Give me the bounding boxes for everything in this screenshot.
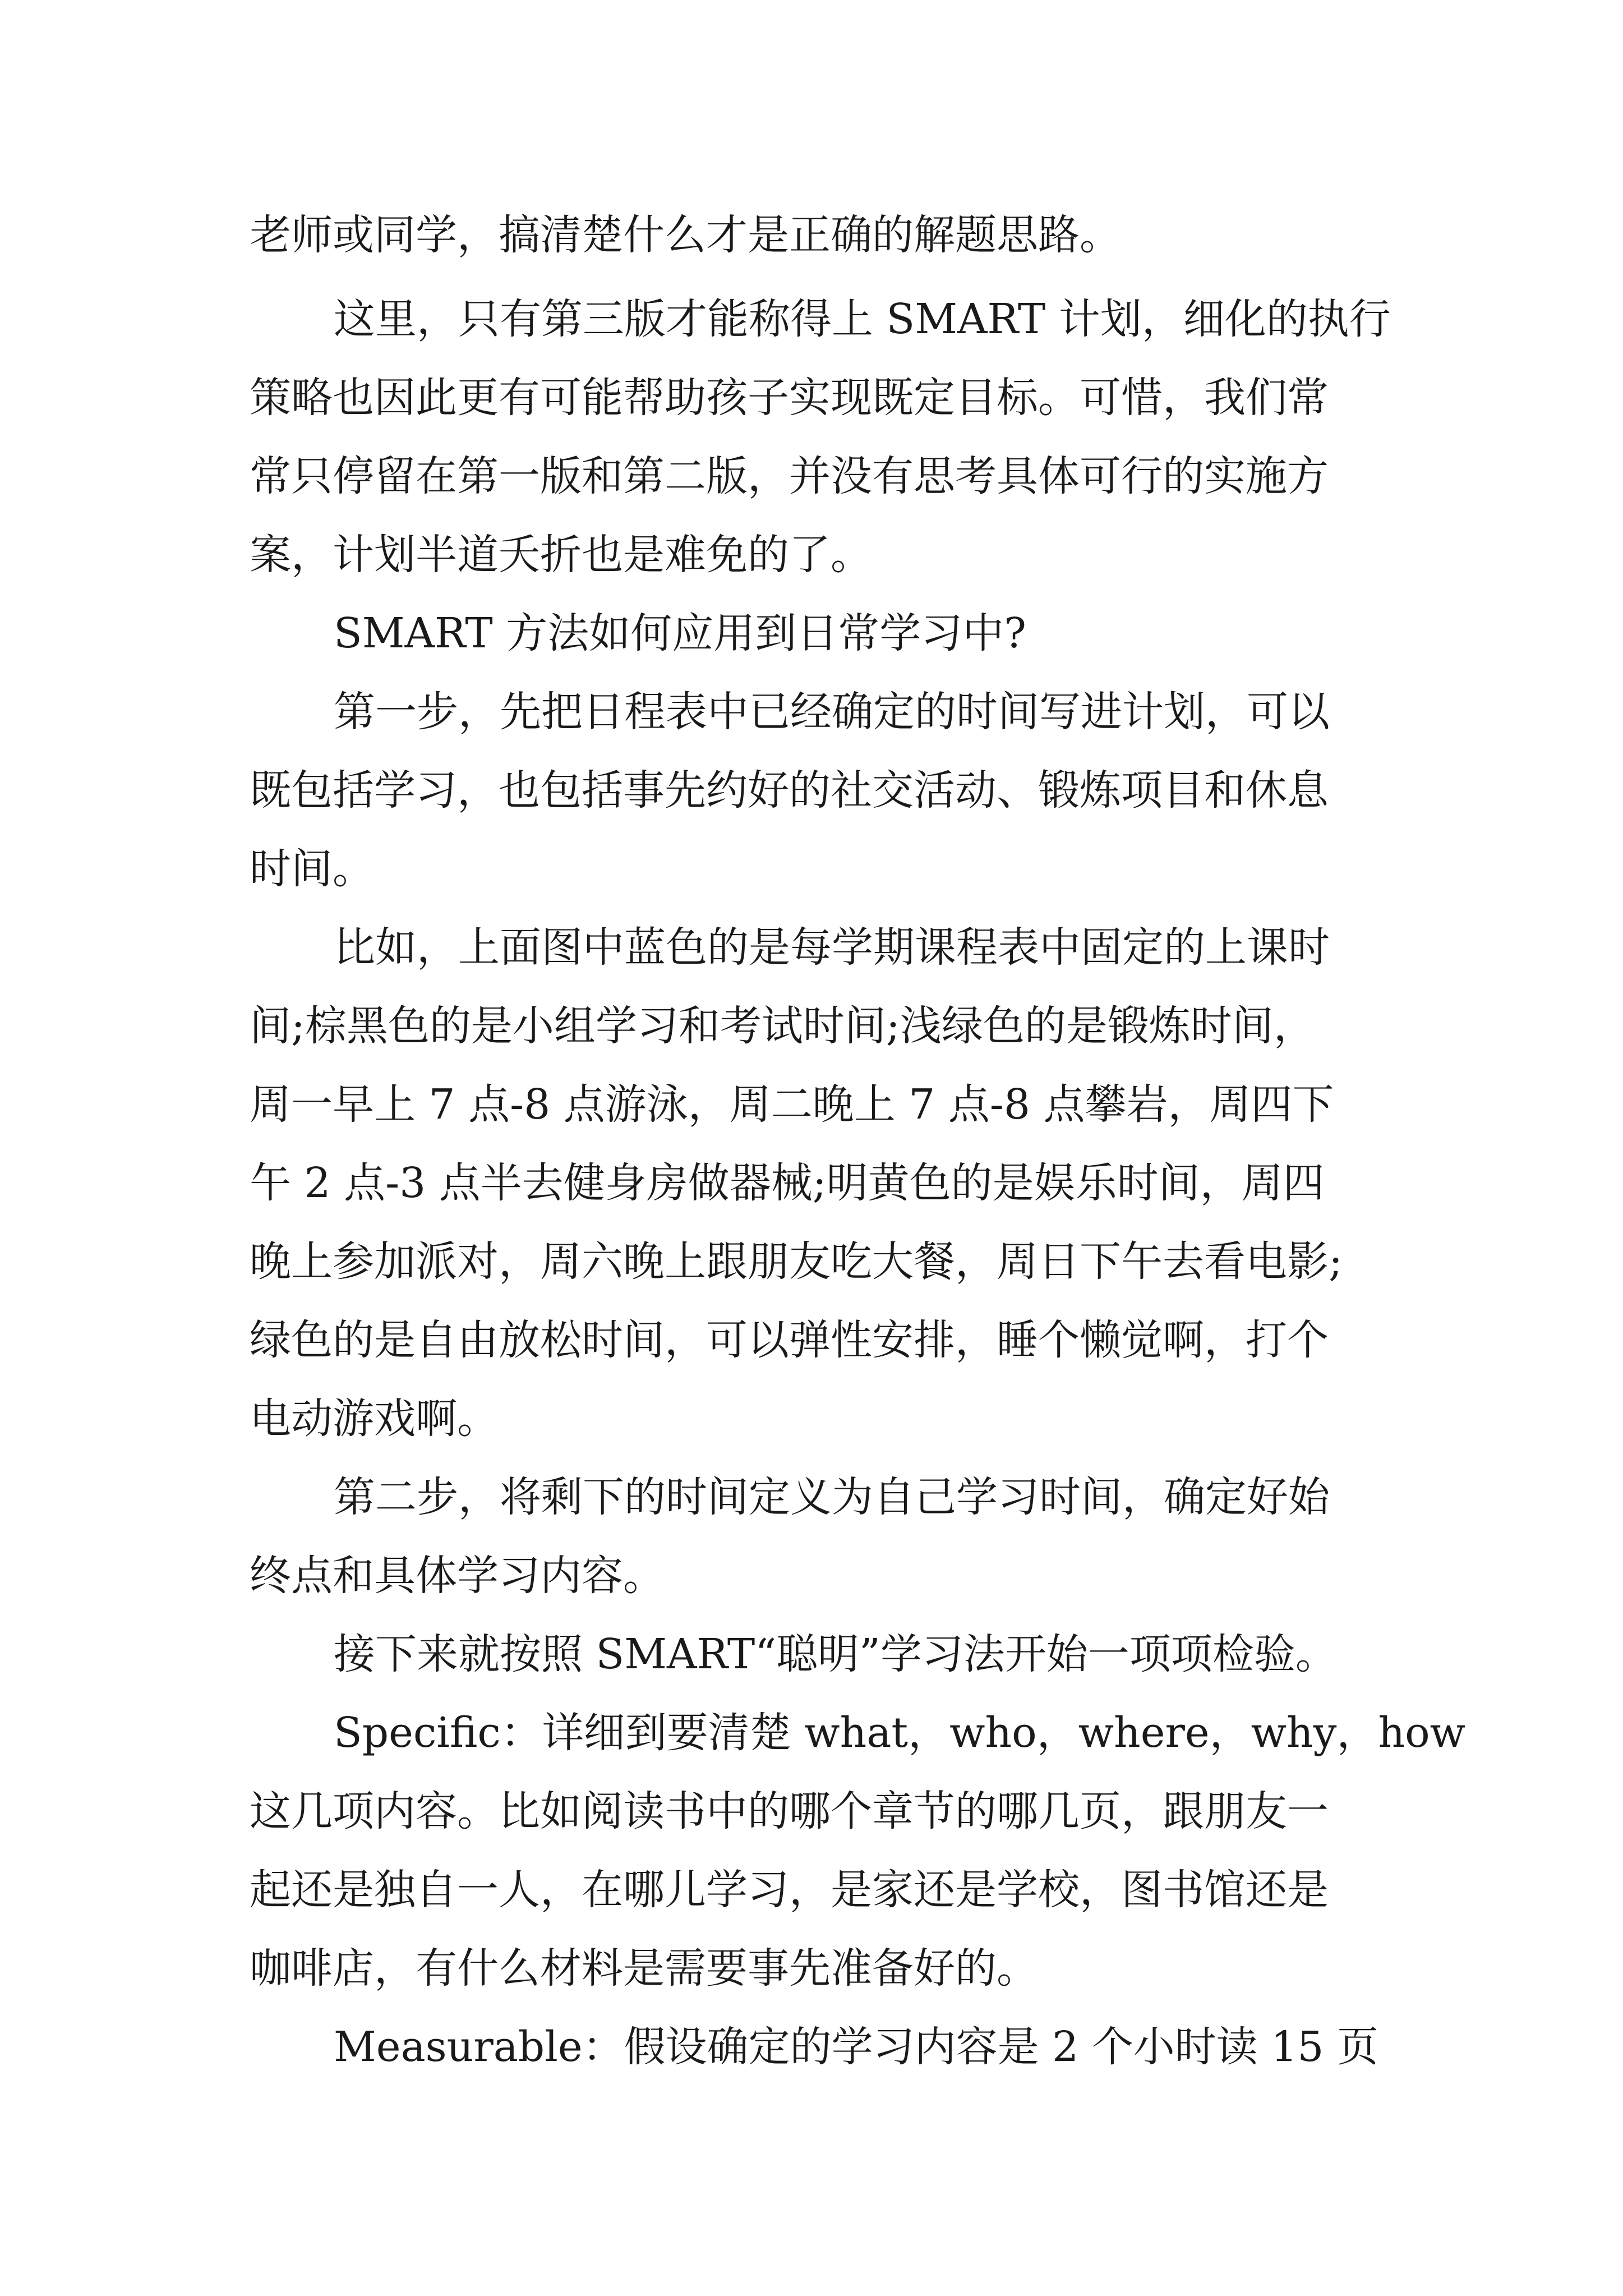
text-line: 第一步，先把日程表中已经确定的时间写进计划，可以 [334,688,1330,736]
text-line: 绿色的是自由放松时间，可以弹性安排，睡个懒觉啊，打个 [250,1316,1329,1364]
text-line: 策略也因此更有可能帮助孩子实现既定目标。可惜，我们常 [250,374,1329,422]
text-line: 起还是独自一人，在哪儿学习，是家还是学校，图书馆还是 [250,1866,1329,1914]
text-line: 案，计划半道夭折也是难免的了。 [250,531,872,579]
text-line: Measurable：假设确定的学习内容是 2 个小时读 15 页 [334,2023,1378,2071]
text-line: 接下来就按照 SMART“聪明”学习法开始一项项检验。 [334,1630,1337,1678]
text-line: 晚上参加派对，周六晚上跟朋友吃大餐，周日下午去看电影; [250,1237,1343,1286]
text-line: SMART 方法如何应用到日常学习中? [334,609,1026,657]
text-line: 间;棕黑色的是小组学习和考试时间;浅绿色的是锻炼时间， [250,1002,1315,1050]
text-line: 比如，上面图中蓝色的是每学期课程表中固定的上课时 [334,923,1330,972]
text-line: Specific：详细到要清楚 what，who，where，why，how [334,1709,1466,1757]
text-line: 终点和具体学习内容。 [250,1552,665,1600]
text-line: 周一早上 7 点-8 点游泳，周二晚上 7 点-8 点攀岩，周四下 [250,1080,1334,1129]
text-line: 第二步，将剩下的时间定义为自己学习时间，确定好始 [334,1473,1330,1521]
text-line: 电动游戏啊。 [250,1395,499,1443]
text-line: 老师或同学，搞清楚什么才是正确的解题思路。 [250,211,1121,259]
text-line: 常只停留在第一版和第二版，并没有思考具体可行的实施方 [250,452,1329,500]
text-line: 午 2 点-3 点半去健身房做器械;明黄色的是娱乐时间，周四 [250,1159,1325,1207]
text-line: 这几项内容。比如阅读书中的哪个章节的哪几页，跟朋友一 [250,1787,1329,1835]
text-line: 既包括学习，也包括事先约好的社交活动、锻炼项目和休息 [250,766,1329,815]
text-line: 时间。 [250,845,374,893]
text-line: 咖啡店，有什么材料是需要事先准备好的。 [250,1944,1038,1993]
text-line: 这里，只有第三版才能称得上 SMART 计划，细化的执行 [334,295,1391,343]
